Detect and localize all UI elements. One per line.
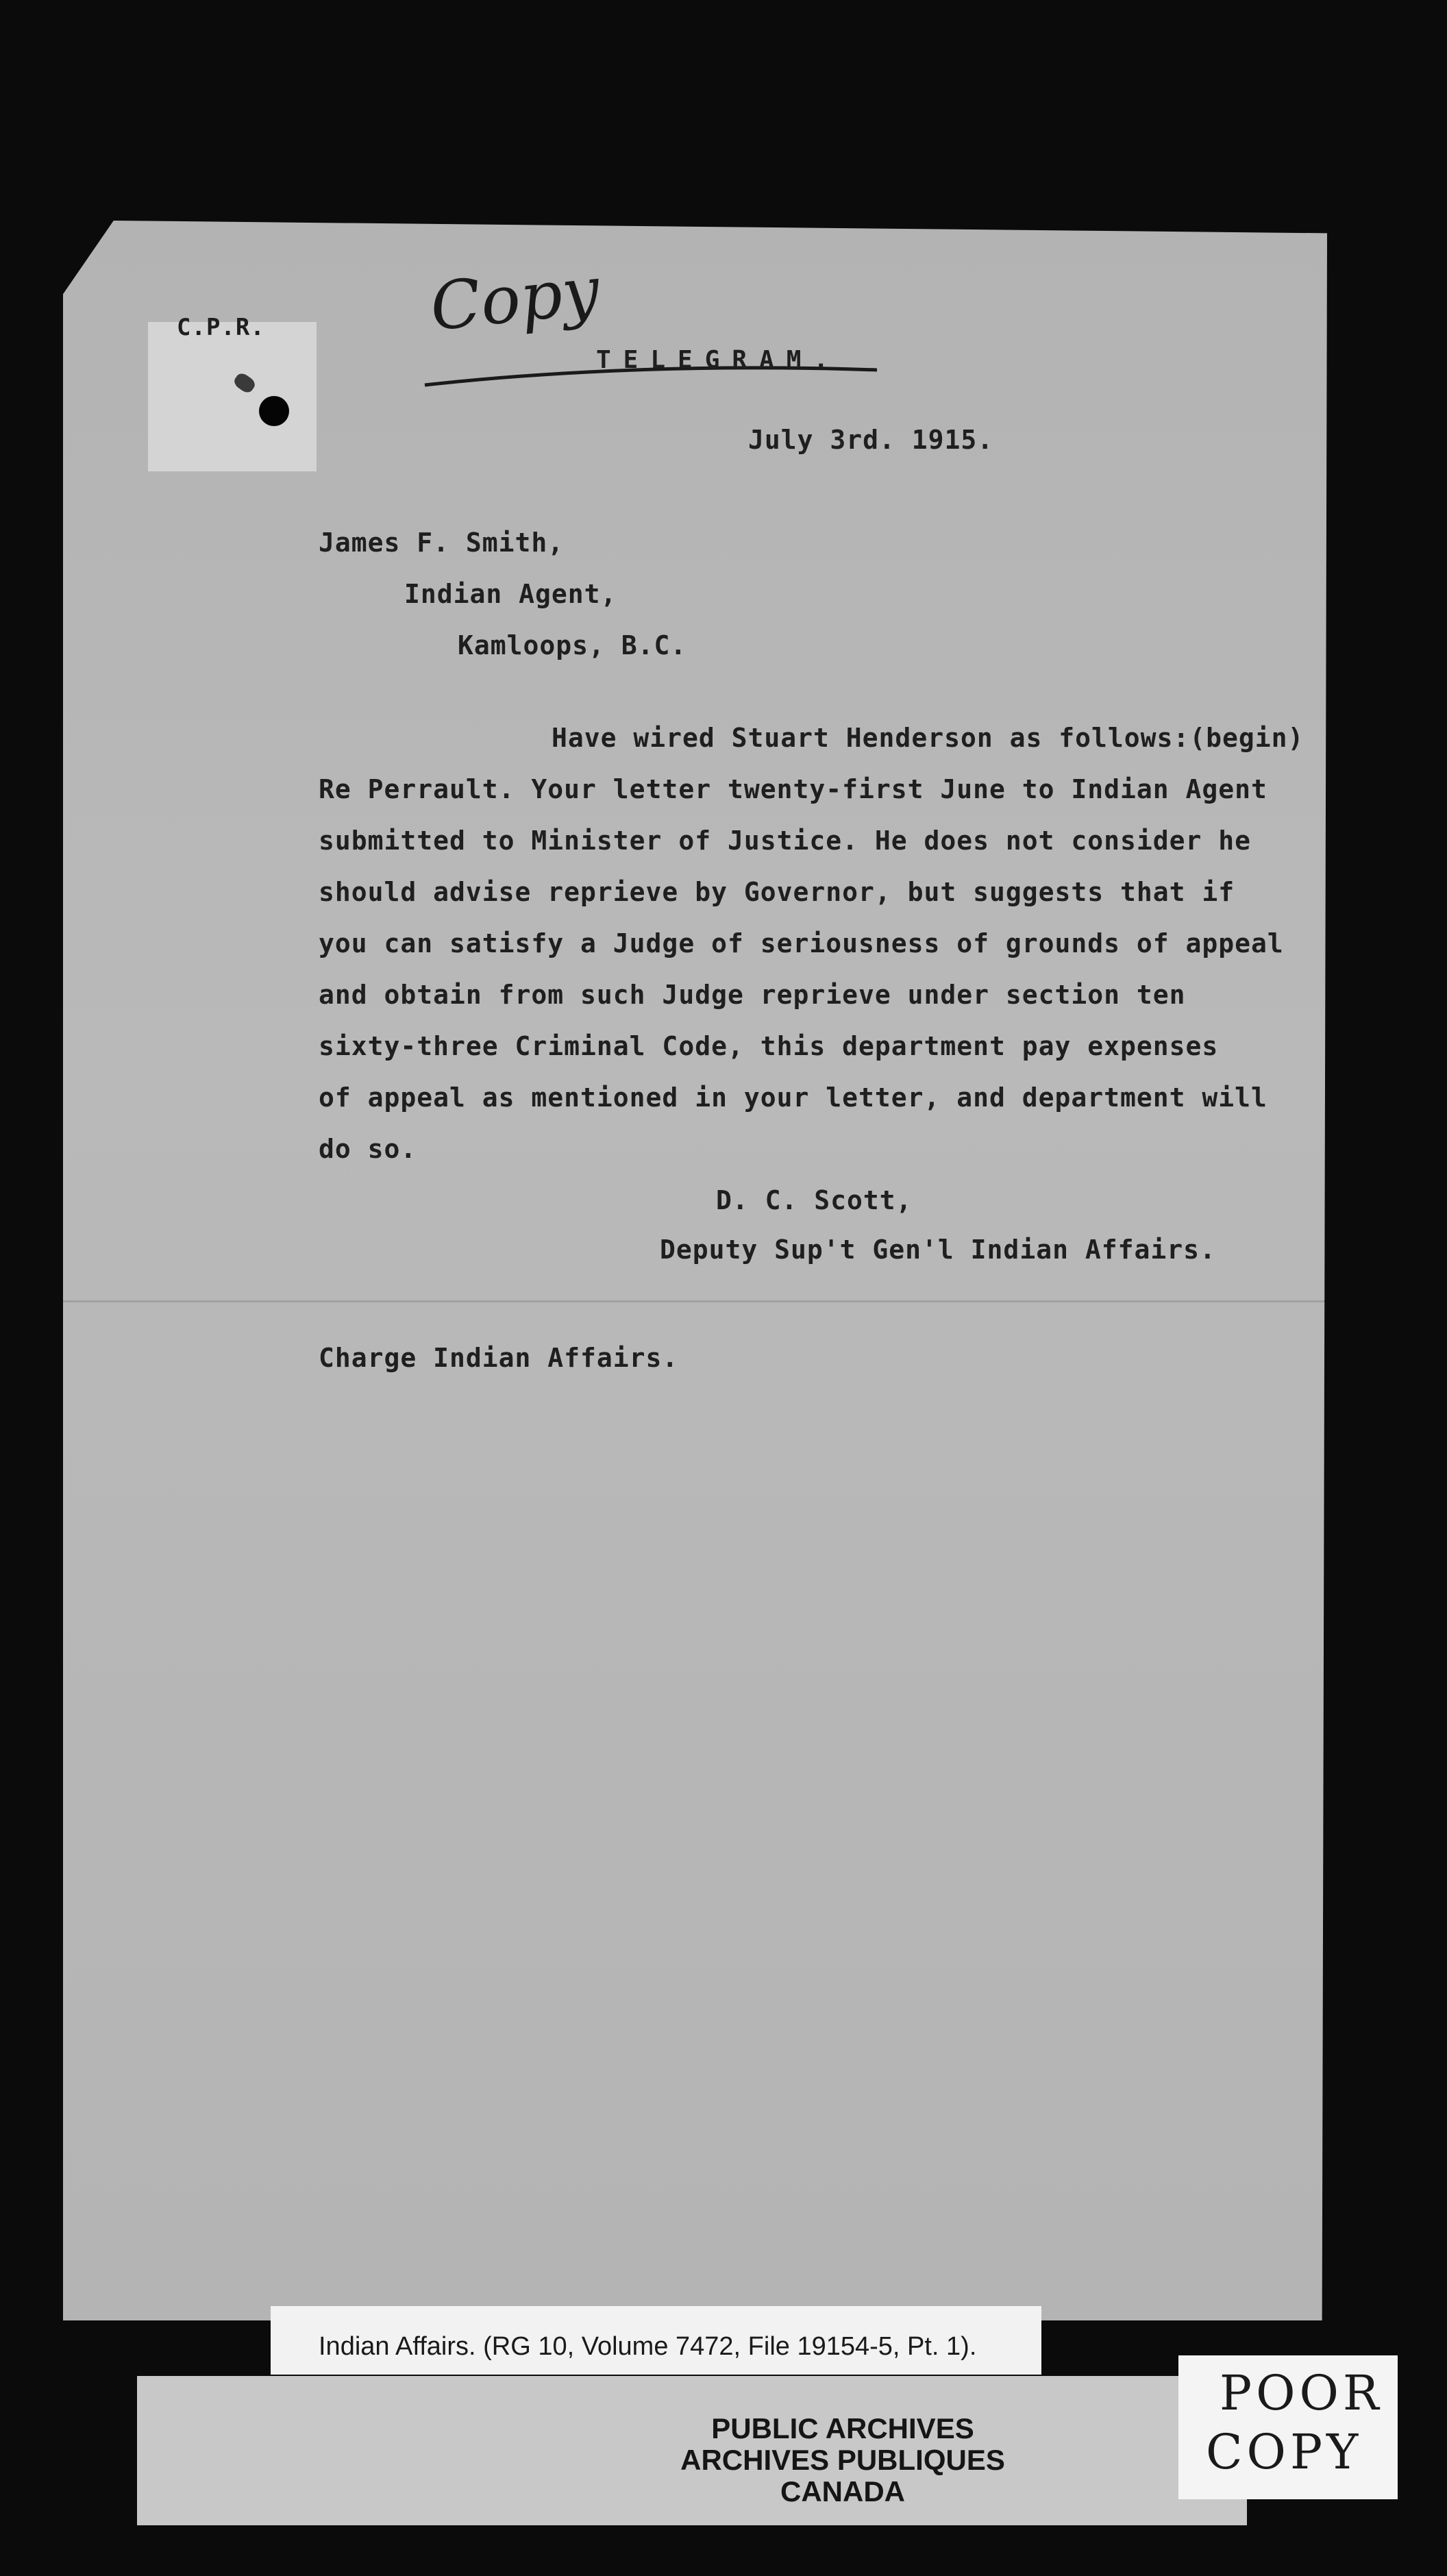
archive-stamp-line3: CANADA bbox=[780, 2475, 905, 2507]
body-line: Re Perrault. Your letter twenty-first June to Indian Agent bbox=[319, 774, 1267, 804]
body-line: sixty-three Criminal Code, this department pay expenses bbox=[319, 1031, 1219, 1061]
addressee-name: James F. Smith, bbox=[319, 528, 565, 558]
body-line: do so. bbox=[319, 1134, 417, 1164]
poor-copy-line1: POOR bbox=[1220, 2365, 1383, 2421]
poor-copy-card bbox=[1178, 2355, 1398, 2499]
body-line: and obtain from such Judge reprieve under section ten bbox=[319, 980, 1186, 1010]
archive-stamp-line1: PUBLIC ARCHIVES bbox=[711, 2412, 974, 2444]
punch-hole bbox=[259, 396, 289, 426]
archive-band bbox=[137, 2376, 1247, 2525]
cpr-mark: C.P.R. bbox=[177, 314, 265, 341]
paper-fold-line bbox=[63, 1300, 1327, 1302]
telegram-date: July 3rd. 1915. bbox=[748, 425, 994, 455]
telegram-paper bbox=[63, 221, 1327, 2320]
charge-line: Charge Indian Affairs. bbox=[319, 1343, 679, 1373]
body-line: you can satisfy a Judge of seriousness of grounds of appeal bbox=[319, 928, 1284, 958]
archive-reference: Indian Affairs. (RG 10, Volume 7472, File 19154-5, Pt. 1). bbox=[319, 2332, 977, 2361]
corner-tab bbox=[148, 322, 317, 471]
archive-reference-strip bbox=[271, 2306, 1041, 2375]
body-line: Have wired Stuart Henderson as follows:(begin) bbox=[552, 723, 1304, 753]
body-line: submitted to Minister of Justice. He does not consider he bbox=[319, 826, 1252, 856]
telegram-title: TELEGRAM. bbox=[596, 346, 841, 374]
poor-copy-line2: COPY bbox=[1206, 2424, 1363, 2480]
addressee-title: Indian Agent, bbox=[404, 579, 617, 609]
handwritten-copy-note: Copy bbox=[426, 251, 604, 346]
signature-name: D. C. Scott, bbox=[716, 1185, 913, 1215]
body-line: of appeal as mentioned in your letter, and department will bbox=[319, 1082, 1267, 1113]
body-line: should advise reprieve by Governor, but suggests that if bbox=[319, 877, 1235, 907]
addressee-place: Kamloops, B.C. bbox=[458, 630, 687, 660]
signature-title: Deputy Sup't Gen'l Indian Affairs. bbox=[660, 1235, 1216, 1265]
archive-stamp-line2: ARCHIVES PUBLIQUES bbox=[680, 2444, 1005, 2476]
